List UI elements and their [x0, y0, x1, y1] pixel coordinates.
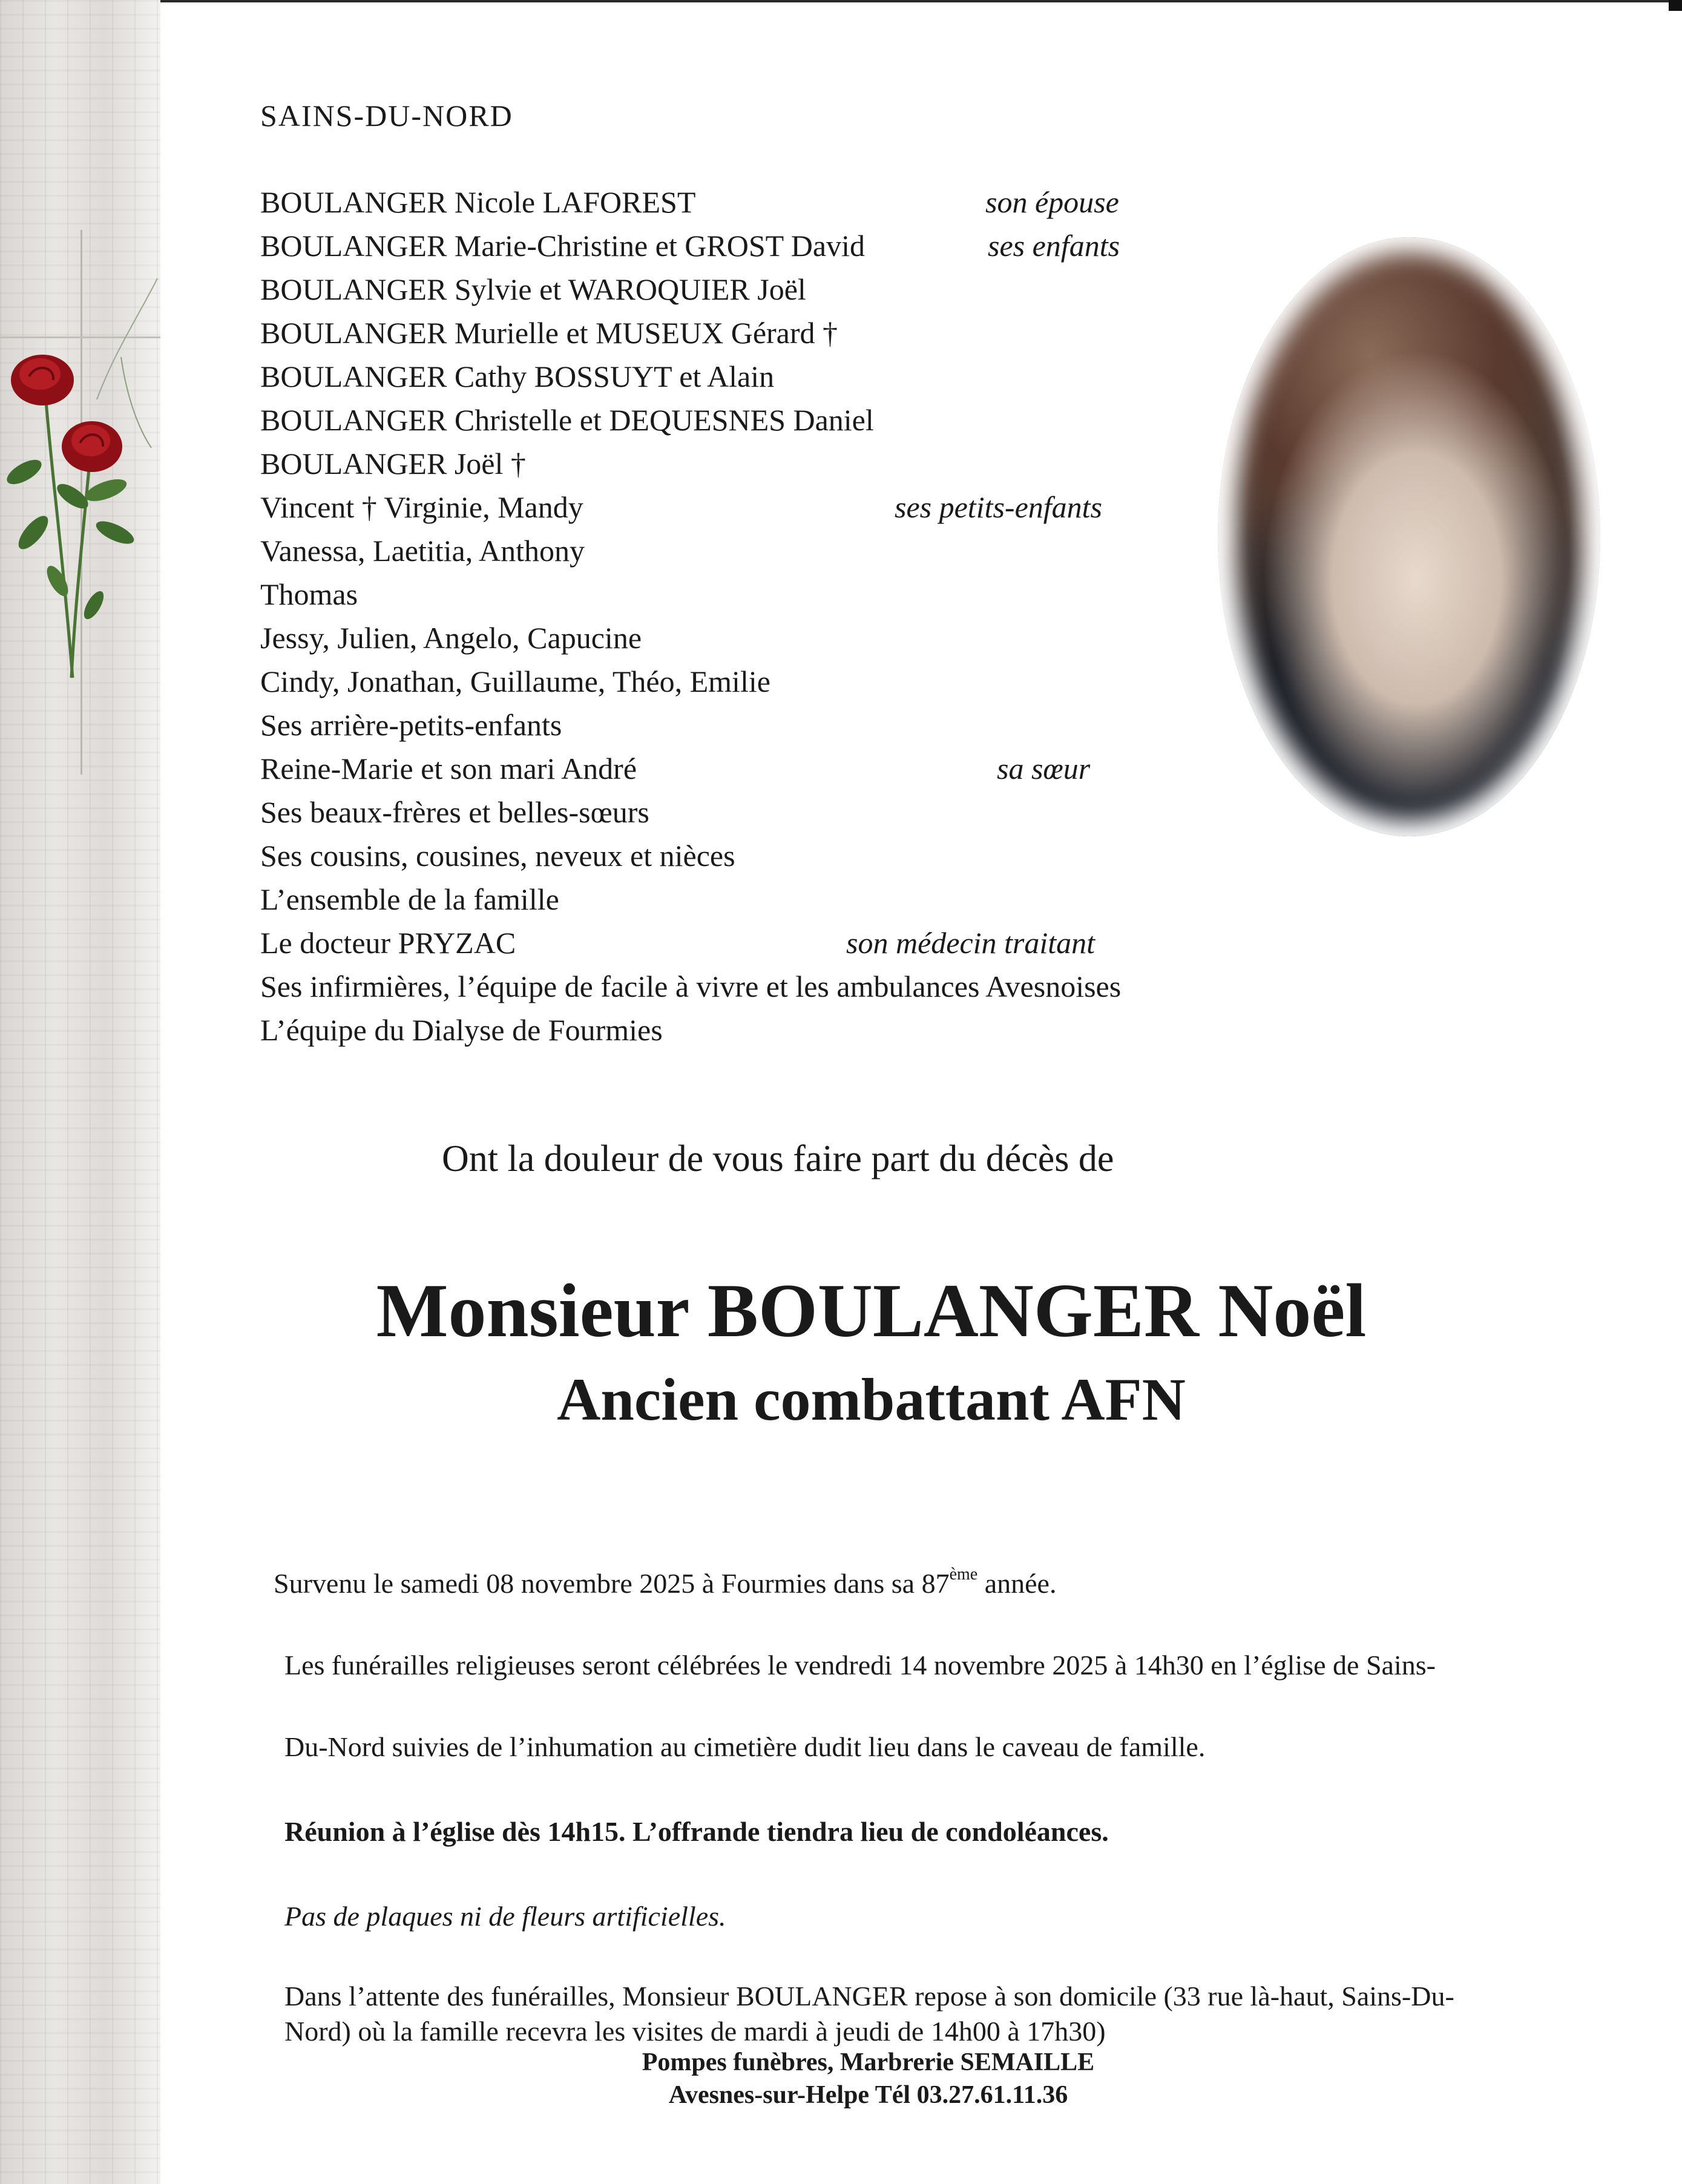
ordinal-suffix: ème — [949, 1565, 978, 1584]
portrait-photo — [1218, 237, 1600, 836]
family-member: Vanessa, Laetitia, Anthony — [260, 534, 585, 568]
rose-icon-upper — [11, 355, 74, 405]
funeral-home-contact: Avesnes-sur-Helpe Tél 03.27.61.11.36 — [668, 2081, 1068, 2109]
rose-cross-decoration — [0, 218, 160, 799]
deceased-name: Monsieur BOULANGER Noël — [376, 1269, 1367, 1353]
deceased-title: Ancien combattant AFN — [557, 1366, 1186, 1433]
no-flowers-note: Pas de plaques ni de fleurs artificielles. — [284, 1901, 726, 1932]
location-heading: SAINS-DU-NORD — [260, 99, 513, 133]
rose-icon-lower — [62, 421, 122, 472]
family-member: Ses cousins, cousines, neveux et nièces — [260, 839, 735, 873]
leaf-icons — [3, 455, 137, 622]
family-member: Jessy, Julien, Angelo, Capucine — [260, 621, 642, 655]
family-member: BOULANGER Joël † — [260, 447, 526, 480]
top-border-line — [0, 0, 1682, 2]
family-member: L’ensemble de la famille — [260, 882, 559, 916]
family-member: BOULANGER Cathy BOSSUYT et Alain — [260, 359, 775, 393]
family-member: BOULANGER Sylvie et WAROQUIER Joël — [260, 272, 806, 306]
family-member: Thomas — [260, 577, 358, 611]
family-member: Ses beaux-frères et belles-sœurs — [260, 795, 649, 829]
family-member: BOULANGER Marie-Christine et GROST David — [260, 229, 865, 263]
family-member: BOULANGER Murielle et MUSEUX Gérard † — [260, 316, 838, 350]
family-member: Ses arrière-petits-enfants — [260, 708, 562, 742]
funeral-line-2: Du-Nord suivies de l’inhumation au cimetière dudit lieu dans le caveau de famille. — [284, 1731, 1206, 1762]
family-relation: ses enfants — [988, 229, 1120, 263]
family-relation: son épouse — [985, 185, 1119, 219]
family-relation: son médecin traitant — [846, 926, 1096, 960]
family-member: Ses infirmières, l’équipe de facile à vivre et les ambulances Avesnoises — [260, 969, 1122, 1003]
death-notice-text: Survenu le samedi 08 novembre 2025 à Fourmies dans sa 87 — [274, 1568, 950, 1599]
family-member: BOULANGER Nicole LAFOREST — [260, 185, 696, 219]
family-member: Reine-Marie et son mari André — [260, 752, 637, 785]
family-member: Vincent † Virginie, Mandy — [260, 490, 583, 524]
family-member: Cindy, Jonathan, Guillaume, Théo, Emilie — [260, 664, 770, 698]
death-notice — [274, 1567, 1056, 1599]
family-relation: ses petits-enfants — [895, 490, 1103, 524]
scan-corner-mark — [1669, 0, 1682, 11]
family-member: Le docteur PRYZAC — [260, 926, 516, 960]
family-member: L’équipe du Dialyse de Fourmies — [260, 1013, 663, 1047]
funeral-home-name: Pompes funèbres, Marbrerie SEMAILLE — [642, 2048, 1095, 2076]
family-relation: sa sœur — [997, 752, 1091, 785]
wake-line-2: Nord) où la famille recevra les visites de mardi à jeudi de 14h00 à 17h30) — [284, 2016, 1106, 2047]
death-notice-end: année. — [977, 1568, 1057, 1599]
wake-line-1: Dans l’attente des funérailles, Monsieur BOULANGER repose à son domicile (33 rue là-haut, Sains-Du- — [284, 1981, 1454, 2012]
family-member: BOULANGER Christelle et DEQUESNES Daniel — [260, 403, 874, 437]
announcement-intro: Ont la douleur de vous faire part du décès de — [442, 1138, 1114, 1179]
funeral-line-1: Les funérailles religieuses seront célébrées le vendredi 14 novembre 2025 à 14h30 en l’église de Sains- — [284, 1650, 1436, 1681]
meeting-note: Réunion à l’église dès 14h15. L’offrande tiendra lieu de condoléances. — [284, 1816, 1109, 1847]
